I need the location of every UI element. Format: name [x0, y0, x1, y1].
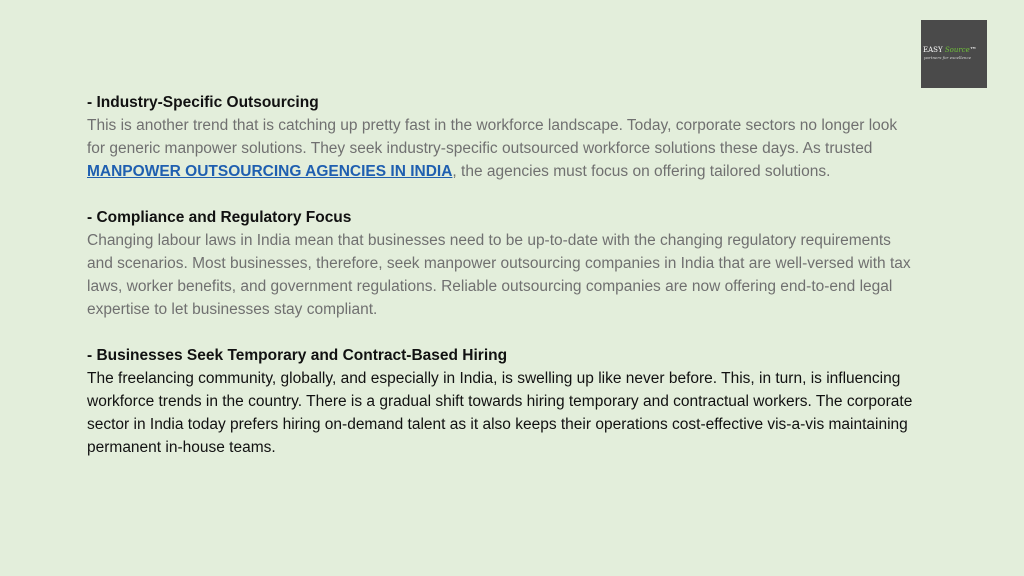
logo-brand: [923, 46, 989, 54]
body-text-before-link: This is another trend that is catching up pretty fast in the workforce landscape. Today, corporate sectors no longer look for generic manpower solutions. They seek industry-specific outsourced workforce solutions these days. As trusted: [87, 117, 898, 157]
section-temporary-hiring: [87, 344, 917, 459]
section-heading: - Businesses Seek Temporary and Contract-Based Hiring: [87, 347, 508, 364]
section-body: Changing labour laws in India mean that businesses need to be up-to-date with the changing regulatory requirements and scenarios. Most businesses, therefore, seek manpower outsourcing companies in India that are well-versed with tax laws, worker benefits, and government regulations. Reliable outsourcing companies are now offering end-to-end legal expertise to let businesses stay compliant.: [87, 232, 911, 318]
body-text-after-link: , the agencies must focus on offering tailored solutions.: [452, 163, 831, 180]
logo-brand-suffix: ™: [969, 46, 977, 54]
logo-brand-accent: Source: [944, 46, 970, 54]
section-industry-specific: [87, 91, 917, 183]
logo-brand-prefix: EASY: [923, 46, 945, 54]
company-logo: [921, 20, 987, 88]
manpower-outsourcing-link[interactable]: MANPOWER OUTSOURCING AGENCIES IN INDIA: [87, 163, 453, 180]
section-heading: - Industry-Specific Outsourcing: [87, 94, 319, 111]
section-compliance: [87, 206, 917, 321]
section-body: [87, 114, 917, 183]
article-content: [87, 91, 917, 482]
section-body: The freelancing community, globally, and especially in India, is swelling up like never before. This, in turn, is influencing workforce trends in the country. There is a gradual shift towards hiring temporary and contractual workers. The corporate sector in India today prefers hiring on-demand talent as it also keeps their operations cost-effective vis-a-vis maintaining permanent in-house teams.: [87, 370, 913, 456]
logo-tagline: partners for excellence: [924, 55, 972, 60]
section-heading: - Compliance and Regulatory Focus: [87, 209, 352, 226]
